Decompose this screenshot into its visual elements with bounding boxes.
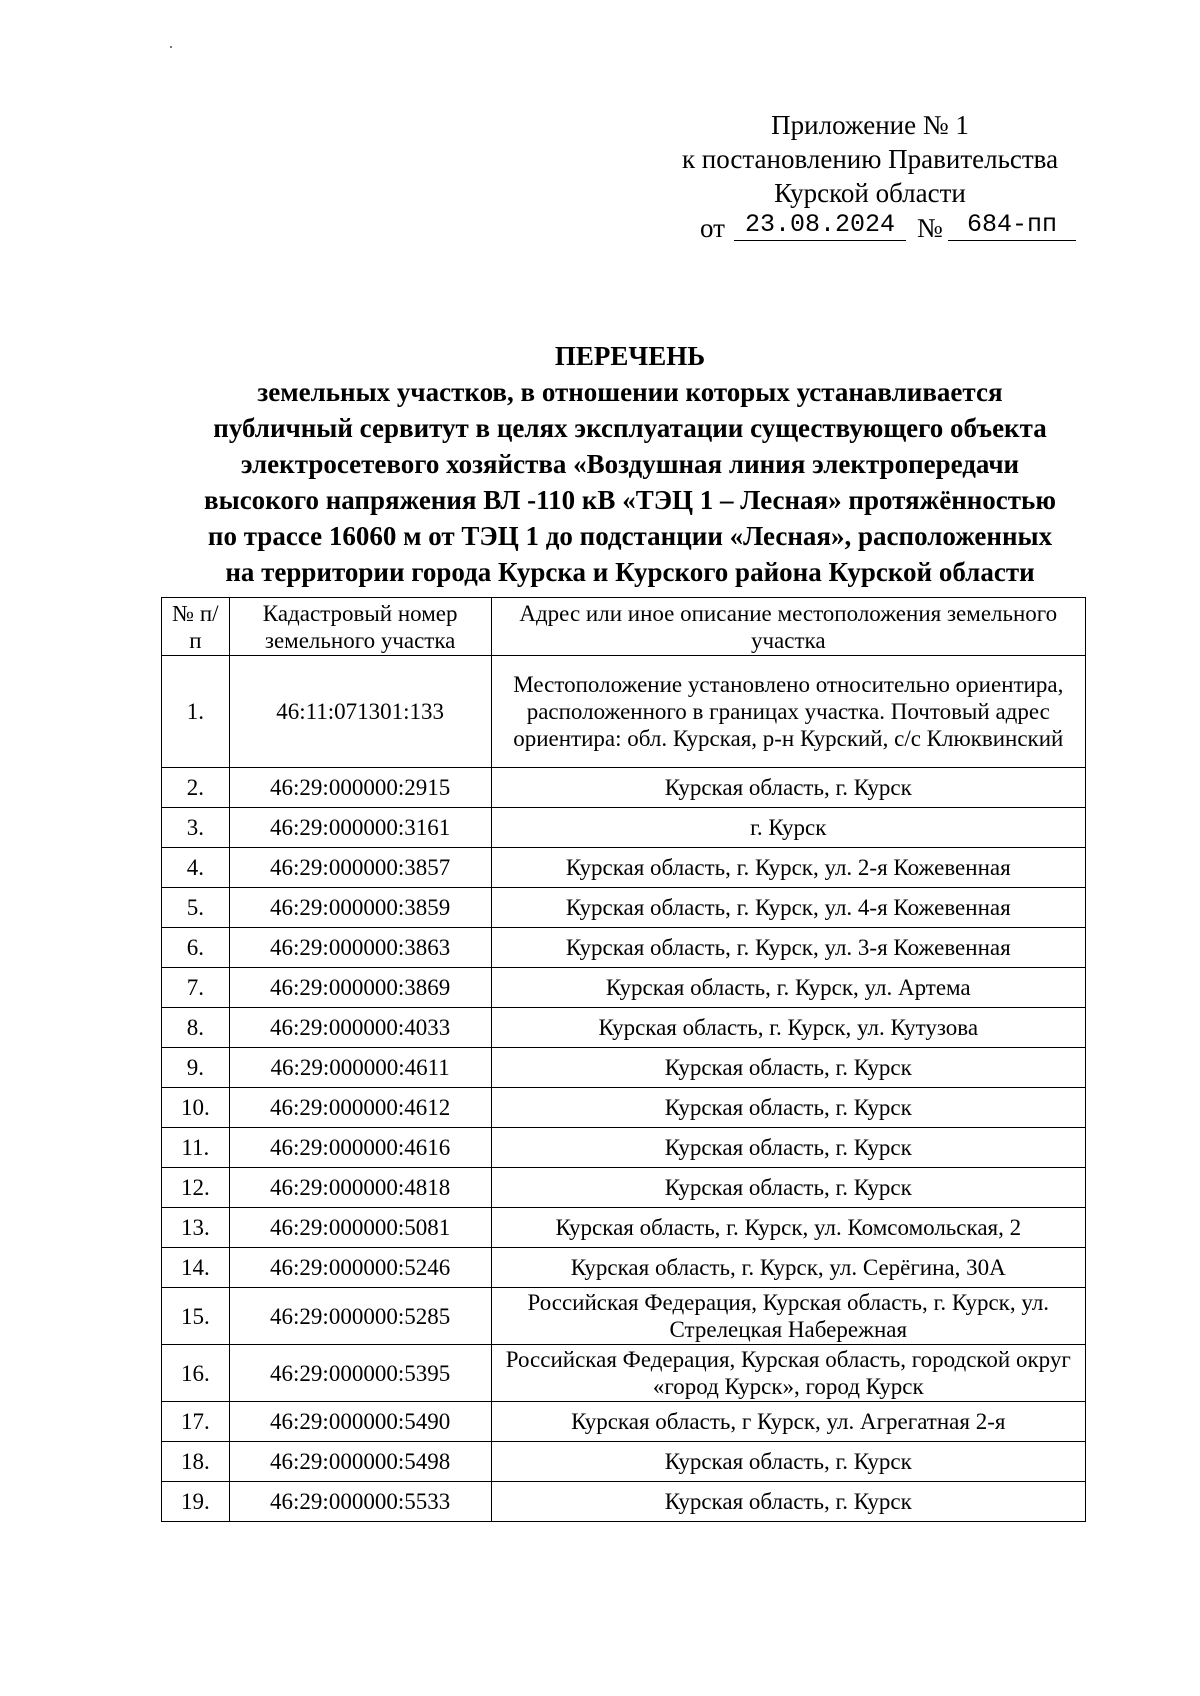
row-address: Курская область, г. Курск, ул. 3-я Кожевенная: [491, 928, 1085, 968]
row-cadastral: 46:29:000000:5490: [229, 1402, 491, 1442]
table-row: [162, 968, 1086, 1008]
row-cadastral: 46:11:071301:133: [229, 656, 491, 768]
row-cadastral: 46:29:000000:5498: [229, 1442, 491, 1482]
row-num: 13.: [162, 1208, 230, 1248]
row-cadastral: 46:29:000000:3869: [229, 968, 491, 1008]
row-address: Курская область, г. Курск, ул. 4-я Кожевенная: [491, 888, 1085, 928]
annex-block: [640, 108, 1100, 210]
row-num: 9.: [162, 1048, 230, 1088]
document-title: [160, 338, 1100, 590]
row-num: 17.: [162, 1402, 230, 1442]
table-row: [162, 1208, 1086, 1248]
title-line: земельных участков, в отношении которых устанавливается: [257, 377, 1003, 407]
row-address: г. Курск: [491, 808, 1085, 848]
header-cadastral: Кадастровый номер земельного участка: [229, 598, 491, 656]
table-row: [162, 1345, 1086, 1402]
table-row: [162, 928, 1086, 968]
land-plots-table: [161, 597, 1086, 1522]
row-num: 15.: [162, 1288, 230, 1345]
row-cadastral: 46:29:000000:4611: [229, 1048, 491, 1088]
row-address: Курская область, г. Курск: [491, 1048, 1085, 1088]
number-prefix: №: [917, 213, 943, 243]
row-address: Российская Федерация, Курская область, г. Курск, ул. Стрелецкая Набережная: [491, 1288, 1085, 1345]
row-num: 7.: [162, 968, 230, 1008]
row-cadastral: 46:29:000000:3857: [229, 848, 491, 888]
header-address: Адрес или иное описание местоположения земельного участка: [491, 598, 1085, 656]
row-address: Курская область, г. Курск: [491, 768, 1085, 808]
row-num: 4.: [162, 848, 230, 888]
table-row: [162, 1402, 1086, 1442]
table-row: [162, 1088, 1086, 1128]
row-cadastral: 46:29:000000:5395: [229, 1345, 491, 1402]
row-cadastral: 46:29:000000:3859: [229, 888, 491, 928]
row-num: 10.: [162, 1088, 230, 1128]
row-address: Курская область, г. Курск, ул. 2-я Кожевенная: [491, 848, 1085, 888]
row-cadastral: 46:29:000000:5081: [229, 1208, 491, 1248]
title-line: по трассе 16060 м от ТЭЦ 1 до подстанции «Лесная», расположенных: [207, 521, 1053, 551]
row-cadastral: 46:29:000000:5246: [229, 1248, 491, 1288]
table-row: [162, 1482, 1086, 1522]
table-row: [162, 848, 1086, 888]
date-prefix: от: [700, 213, 725, 243]
row-address: Курская область, г. Курск: [491, 1482, 1085, 1522]
table-row: [162, 1128, 1086, 1168]
table-header-row: [162, 598, 1086, 656]
title-line: на территории города Курска и Курского района Курской области: [225, 557, 1035, 587]
table-row: [162, 888, 1086, 928]
row-address: Курская область, г. Курск, ул. Комсомольская, 2: [491, 1208, 1085, 1248]
title-heading: ПЕРЕЧЕНЬ: [554, 341, 706, 371]
row-address: Курская область, г. Курск: [491, 1088, 1085, 1128]
table-row: [162, 808, 1086, 848]
row-cadastral: 46:29:000000:4616: [229, 1128, 491, 1168]
table-row: [162, 1168, 1086, 1208]
table-row: [162, 768, 1086, 808]
row-num: 16.: [162, 1345, 230, 1402]
resolution-date: 23.08.2024: [734, 210, 906, 241]
row-num: 2.: [162, 768, 230, 808]
row-cadastral: 46:29:000000:4033: [229, 1008, 491, 1048]
table-row: [162, 1442, 1086, 1482]
row-address: Курская область, г. Курск, ул. Серёгина, 30А: [491, 1248, 1085, 1288]
header-num: № п/п: [162, 598, 230, 656]
table-row: [162, 656, 1086, 768]
table-row: [162, 1248, 1086, 1288]
table-row: [162, 1048, 1086, 1088]
row-num: 6.: [162, 928, 230, 968]
resolution-number: 684-пп: [948, 210, 1076, 241]
title-line: высокого напряжения ВЛ -110 кВ «ТЭЦ 1 – Лесная» протяжённостью: [204, 485, 1056, 515]
row-num: 18.: [162, 1442, 230, 1482]
row-address: Российская Федерация, Курская область, городской округ «город Курск», город Курск: [491, 1345, 1085, 1402]
row-address: Курская область, г Курск, ул. Агрегатная 2-я: [491, 1402, 1085, 1442]
row-address: Курская область, г. Курск, ул. Кутузова: [491, 1008, 1085, 1048]
row-address: Курская область, г. Курск: [491, 1442, 1085, 1482]
annex-title: Приложение № 1: [771, 110, 969, 140]
table-row: [162, 1008, 1086, 1048]
row-address: Курская область, г. Курск: [491, 1168, 1085, 1208]
row-cadastral: 46:29:000000:4612: [229, 1088, 491, 1128]
row-num: 11.: [162, 1128, 230, 1168]
row-num: 19.: [162, 1482, 230, 1522]
annex-resolution-line: к постановлению Правительства: [681, 144, 1059, 174]
title-line: электросетевого хозяйства «Воздушная линия электропередачи: [240, 449, 1020, 479]
row-address: Курская область, г. Курск, ул. Артема: [491, 968, 1085, 1008]
row-num: 12.: [162, 1168, 230, 1208]
row-address: Курская область, г. Курск: [491, 1128, 1085, 1168]
row-address: Местоположение установлено относительно ориентира, расположенного в границах участка. Почтовый адрес ориентира: обл. Курская, р-н Курский, с/с Клюквинский: [491, 656, 1085, 768]
row-num: 14.: [162, 1248, 230, 1288]
title-line: публичный сервитут в целях эксплуатации существующего объекта: [213, 413, 1047, 443]
row-num: 8.: [162, 1008, 230, 1048]
row-cadastral: 46:29:000000:2915: [229, 768, 491, 808]
scan-speck: [170, 46, 172, 48]
annex-date-number-row: [700, 210, 1080, 246]
row-cadastral: 46:29:000000:5533: [229, 1482, 491, 1522]
row-num: 5.: [162, 888, 230, 928]
row-num: 1.: [162, 656, 230, 768]
row-cadastral: 46:29:000000:3863: [229, 928, 491, 968]
row-cadastral: 46:29:000000:4818: [229, 1168, 491, 1208]
annex-region-line: Курской области: [774, 178, 966, 208]
row-num: 3.: [162, 808, 230, 848]
table-row: [162, 1288, 1086, 1345]
row-cadastral: 46:29:000000:3161: [229, 808, 491, 848]
row-cadastral: 46:29:000000:5285: [229, 1288, 491, 1345]
